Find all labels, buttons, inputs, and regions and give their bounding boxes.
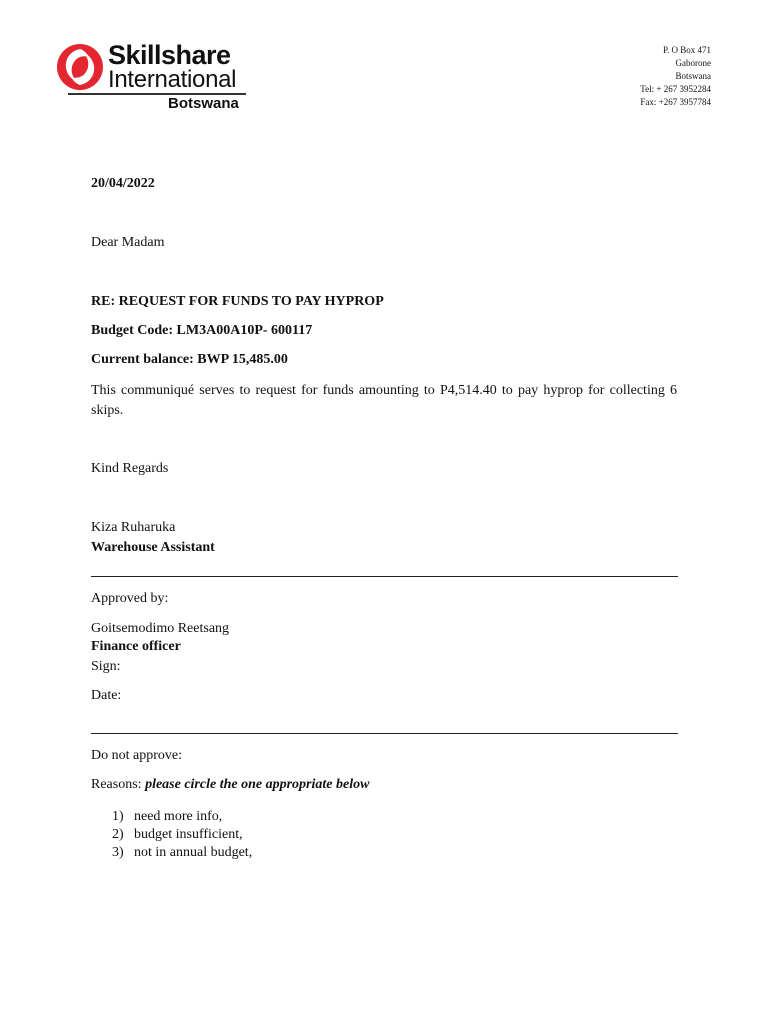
address-country: Botswana xyxy=(675,71,711,81)
reasons-instruction: please circle the one appropriate below xyxy=(145,777,370,792)
address-tel: Tel: + 267 3952284 xyxy=(640,84,711,94)
do-not-approve-label: Do not approve: xyxy=(91,748,182,763)
approved-by-label: Approved by: xyxy=(91,591,169,606)
address-city: Gaborone xyxy=(675,58,711,68)
logo-brand-line1: Skillshare xyxy=(108,40,231,70)
section-divider xyxy=(91,733,678,734)
section-divider xyxy=(91,576,678,577)
reasons-list xyxy=(112,808,252,862)
list-item-number: 3) xyxy=(112,845,124,860)
address-fax: Fax: +267 3957784 xyxy=(640,97,711,107)
budget-code: Budget Code: LM3A00A10P- 600117 xyxy=(91,323,313,338)
reasons-label: Reasons: xyxy=(91,777,142,792)
list-item xyxy=(112,826,252,844)
sender-name: Kiza Ruharuka xyxy=(91,520,176,535)
reasons-line xyxy=(91,777,369,793)
skillshare-logo-icon xyxy=(56,42,104,92)
approver-title: Finance officer xyxy=(91,639,181,654)
sign-label: Sign: xyxy=(91,659,121,674)
approver-name: Goitsemodimo Reetsang xyxy=(91,621,230,636)
list-item xyxy=(112,808,252,826)
address-box: P. O Box 471 xyxy=(662,45,711,55)
letter-date: 20/04/2022 xyxy=(91,176,155,191)
current-balance-label: Current balance: xyxy=(91,352,194,367)
current-balance-value: BWP 15,485.00 xyxy=(197,352,288,367)
current-balance xyxy=(91,352,288,368)
list-item-number: 1) xyxy=(112,809,124,824)
company-logo xyxy=(56,40,256,114)
closing: Kind Regards xyxy=(91,461,169,476)
logo-brand-line2: International xyxy=(108,66,237,93)
date-label: Date: xyxy=(91,688,122,703)
sender-title: Warehouse Assistant xyxy=(91,540,215,555)
list-item-text: need more info, xyxy=(134,809,223,824)
list-item-text: not in annual budget, xyxy=(134,845,253,860)
logo-brand-line3: Botswana xyxy=(168,95,239,112)
company-address xyxy=(640,44,711,109)
list-item-number: 2) xyxy=(112,827,124,842)
salutation: Dear Madam xyxy=(91,235,165,250)
letter-body: This communiqué serves to request for funds amounting to P4,514.40 to pay hyprop for collecting 6 skips. xyxy=(91,383,677,418)
list-item-text: budget insufficient, xyxy=(134,827,243,842)
subject-line: RE: REQUEST FOR FUNDS TO PAY HYPROP xyxy=(91,294,384,309)
list-item xyxy=(112,844,252,862)
